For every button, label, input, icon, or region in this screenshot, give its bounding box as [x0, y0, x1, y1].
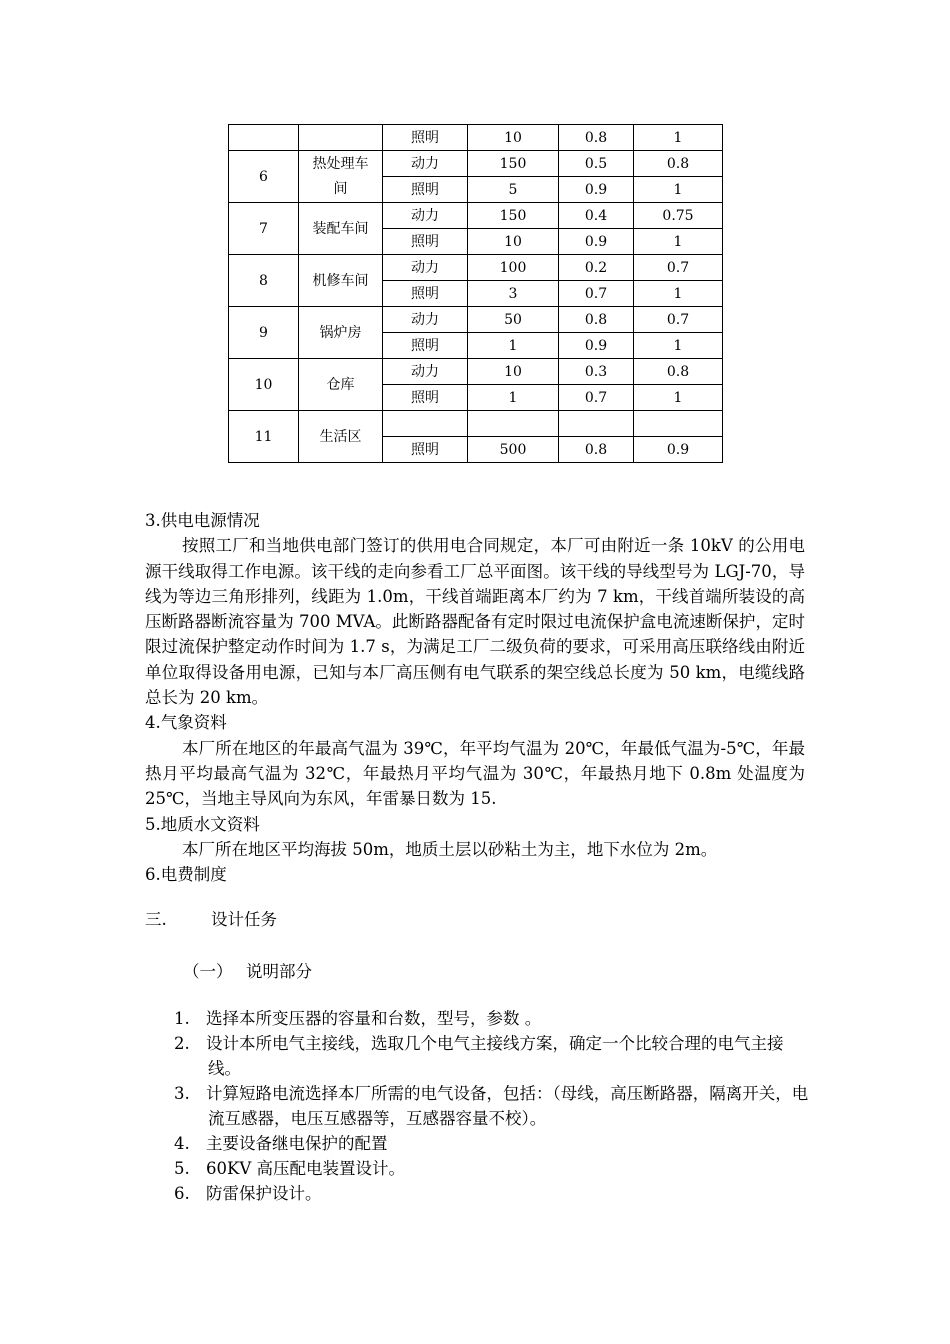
cell-name: 装配车间	[299, 203, 383, 255]
table-row	[229, 125, 723, 151]
cell-demand-factor: 0.7	[559, 281, 634, 307]
subsection-title: 说明部分	[246, 962, 312, 981]
table-row	[229, 151, 723, 177]
cell-demand-factor	[559, 411, 634, 437]
item-number: 3.	[174, 1084, 190, 1103]
cell-capacity: 3	[468, 281, 559, 307]
table-row	[229, 203, 723, 229]
cell-capacity: 50	[468, 307, 559, 333]
design-task-heading	[145, 906, 277, 930]
cell-no: 11	[229, 411, 299, 463]
cell-power-factor: 1	[634, 177, 723, 203]
cell-capacity: 1	[468, 333, 559, 359]
cell-type: 照明	[383, 281, 468, 307]
cell-no	[229, 125, 299, 151]
weather-paragraph: 本厂所在地区的年最高气温为 39℃，年平均气温为 20℃，年最低气温为-5℃，年最热月平均最高气温为 32℃，年最热月平均气温为 30℃，年最热月地下 0.8m 处温度为 25℃，当地主导风向为东风，年雷暴日数为 15.	[145, 738, 805, 809]
table-row	[229, 307, 723, 333]
cell-capacity: 500	[468, 437, 559, 463]
cell-capacity: 10	[468, 229, 559, 255]
cell-power-factor: 1	[634, 125, 723, 151]
geology-heading: 5.地质水文资料	[145, 814, 260, 834]
cell-name	[299, 125, 383, 151]
item-text: 防雷保护设计。	[206, 1184, 322, 1203]
cell-power-factor: 1	[634, 229, 723, 255]
table-row	[229, 411, 723, 437]
cell-type: 动力	[383, 255, 468, 281]
cell-demand-factor: 0.9	[559, 177, 634, 203]
section-title: 设计任务	[211, 910, 277, 929]
cell-capacity	[468, 411, 559, 437]
cell-capacity: 1	[468, 385, 559, 411]
cell-demand-factor: 0.8	[559, 125, 634, 151]
item-text: 计算短路电流选择本厂所需的电气设备，包括：（母线，高压断路器，隔离开关，电流互感器，电压互感器等，互感器容量不校）。	[206, 1084, 809, 1128]
cell-power-factor: 0.7	[634, 255, 723, 281]
cell-type: 照明	[383, 385, 468, 411]
cell-power-factor: 0.7	[634, 307, 723, 333]
cell-demand-factor: 0.3	[559, 359, 634, 385]
cell-demand-factor: 0.8	[559, 307, 634, 333]
cell-type: 照明	[383, 125, 468, 151]
list-item	[172, 1006, 812, 1031]
cell-no: 9	[229, 307, 299, 359]
body-text	[145, 508, 805, 887]
cell-capacity: 150	[468, 151, 559, 177]
cell-name: 热处理车间	[299, 151, 383, 203]
cell-demand-factor: 0.7	[559, 385, 634, 411]
cell-demand-factor: 0.8	[559, 437, 634, 463]
list-item	[172, 1156, 812, 1181]
cell-type: 动力	[383, 307, 468, 333]
cell-type: 照明	[383, 437, 468, 463]
table-row	[229, 359, 723, 385]
cell-type	[383, 411, 468, 437]
item-text: 60KV 高压配电装置设计。	[206, 1159, 405, 1178]
cell-type: 照明	[383, 177, 468, 203]
item-number: 5.	[174, 1159, 190, 1178]
cell-power-factor: 0.8	[634, 151, 723, 177]
cell-demand-factor: 0.4	[559, 203, 634, 229]
cell-demand-factor: 0.9	[559, 333, 634, 359]
cell-type: 动力	[383, 151, 468, 177]
description-subheading	[183, 958, 312, 982]
load-table	[228, 124, 723, 463]
item-text: 选择本所变压器的容量和台数，型号，参数 。	[206, 1009, 542, 1028]
cell-no: 7	[229, 203, 299, 255]
item-text: 设计本所电气主接线，选取几个电气主接线方案，确定一个比较合理的电气主接线。	[206, 1034, 784, 1078]
section-number: 三.	[145, 910, 167, 929]
task-list	[172, 1006, 812, 1206]
cell-name: 仓库	[299, 359, 383, 411]
item-number: 4.	[174, 1134, 190, 1153]
list-item	[172, 1031, 812, 1081]
weather-heading: 4.气象资料	[145, 713, 227, 733]
cell-no: 10	[229, 359, 299, 411]
cell-power-factor	[634, 411, 723, 437]
list-item	[172, 1131, 812, 1156]
cell-power-factor: 0.8	[634, 359, 723, 385]
cell-capacity: 100	[468, 255, 559, 281]
table-row	[229, 255, 723, 281]
cell-name: 机修车间	[299, 255, 383, 307]
cell-capacity: 150	[468, 203, 559, 229]
cell-demand-factor: 0.2	[559, 255, 634, 281]
power-supply-paragraph: 按照工厂和当地供电部门签订的供用电合同规定，本厂可由附近一条 10kV 的公用电源干线取得工作电源。该干线的走向参看工厂总平面图。该干线的导线型号为 LGJ-70，导线为等边三角形排列，线距为 1.0m，干线首端距离本厂约为 7 km，干线首端所装设的高压断路器断流容量为 700 MVA。此断路器配备有定时限过电流保护盒电流速断保护，定时限过流保护整定动作时间为 1.7 s，为满足工厂二级负荷的要求，可采用高压联络线由附近单位取得设备用电源，已知与本厂高压侧有电气联系的架空线总长度为 50 km，电缆线路总长为 20 km。	[145, 536, 805, 708]
list-item	[172, 1181, 812, 1206]
cell-power-factor: 1	[634, 333, 723, 359]
cell-type: 动力	[383, 203, 468, 229]
cell-capacity: 5	[468, 177, 559, 203]
list-item	[172, 1081, 812, 1131]
cell-no: 6	[229, 151, 299, 203]
cell-power-factor: 1	[634, 281, 723, 307]
cell-name: 锅炉房	[299, 307, 383, 359]
subsection-number: （一）	[183, 962, 233, 981]
power-supply-heading: 3.供电电源情况	[145, 511, 260, 530]
cell-demand-factor: 0.5	[559, 151, 634, 177]
cell-type: 照明	[383, 229, 468, 255]
cell-power-factor: 0.75	[634, 203, 723, 229]
tariff-heading: 6.电费制度	[145, 865, 227, 885]
geology-paragraph: 本厂所在地区平均海拔 50m，地质土层以砂粘土为主，地下水位为 2m。	[182, 839, 718, 859]
cell-power-factor: 0.9	[634, 437, 723, 463]
cell-capacity: 10	[468, 125, 559, 151]
item-number: 2.	[174, 1034, 190, 1053]
item-text: 主要设备继电保护的配置	[206, 1134, 388, 1153]
cell-demand-factor: 0.9	[559, 229, 634, 255]
item-number: 1.	[174, 1009, 190, 1028]
cell-no: 8	[229, 255, 299, 307]
cell-power-factor: 1	[634, 385, 723, 411]
cell-type: 动力	[383, 359, 468, 385]
cell-type: 照明	[383, 333, 468, 359]
cell-capacity: 10	[468, 359, 559, 385]
cell-name: 生活区	[299, 411, 383, 463]
item-number: 6.	[174, 1184, 190, 1203]
